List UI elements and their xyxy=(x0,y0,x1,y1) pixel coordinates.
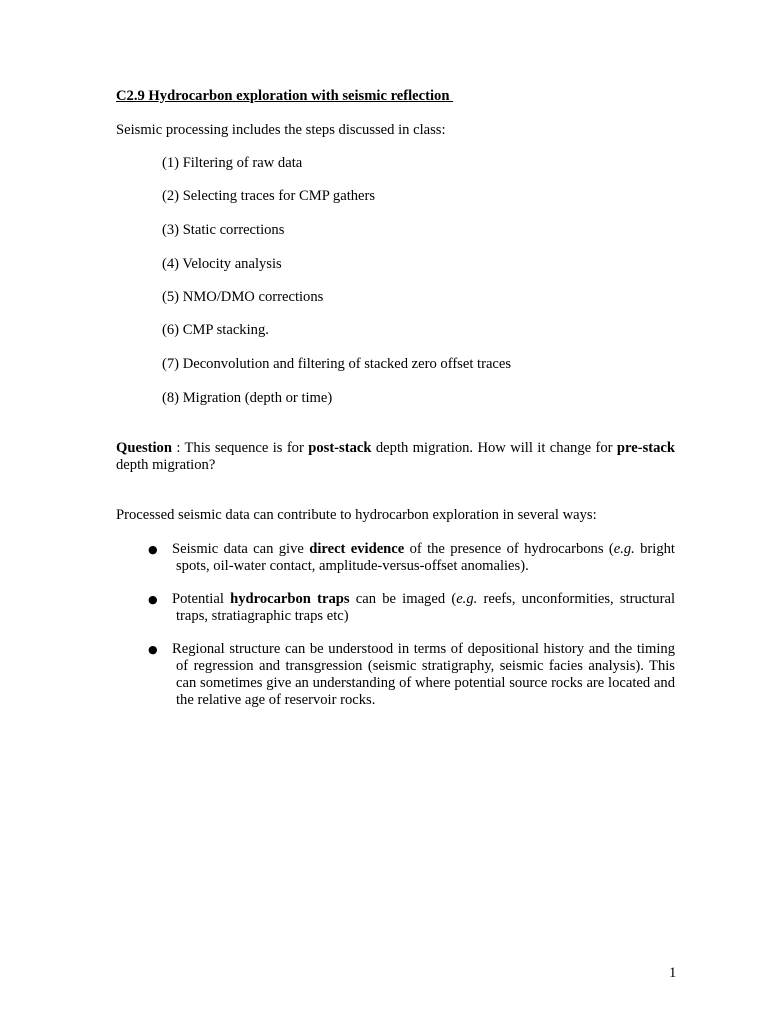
step-text: Deconvolution and filtering of stacked zero offset traces xyxy=(182,356,512,372)
step-number: (8) xyxy=(162,390,180,406)
step-number: (1) xyxy=(162,155,180,171)
question-bold-post-stack: post-stack xyxy=(308,440,372,456)
question-label: Question xyxy=(116,440,172,456)
question-bold-pre-stack: pre-stack xyxy=(616,440,676,456)
list-item-step-8 xyxy=(162,390,332,407)
bullet-bold-text: direct evidence xyxy=(309,541,405,557)
bullet-text: bright spots, oil-water contact, amplitude-versus-offset anomalies). xyxy=(176,541,675,574)
question-text-2: depth migration. How will it change for xyxy=(371,440,617,456)
step-text: Selecting traces for CMP gathers xyxy=(182,188,376,204)
step-number: (4) xyxy=(162,256,180,272)
list-item-step-1 xyxy=(162,155,302,172)
list-item-step-2 xyxy=(162,188,375,205)
question-text-1: : This sequence is for xyxy=(171,440,309,456)
bullet-dot-icon: ● xyxy=(148,593,158,606)
bullet-italic-text: e.g. xyxy=(613,541,635,557)
bullet-dot-icon: ● xyxy=(148,543,158,556)
bullet-item-direct-evidence xyxy=(148,541,675,575)
step-text: CMP stacking. xyxy=(182,322,269,338)
bullet-text: can be imaged ( xyxy=(349,591,457,607)
list-item-step-7 xyxy=(162,356,511,373)
list-item-step-4 xyxy=(162,256,282,273)
step-text: NMO/DMO corrections xyxy=(182,289,324,305)
step-text: Static corrections xyxy=(182,222,285,238)
page-number: 1 xyxy=(669,965,677,981)
processed-intro-paragraph: Processed seismic data can contribute to hydrocarbon exploration in several ways: xyxy=(116,507,597,523)
list-item-step-5 xyxy=(162,289,323,306)
list-item-step-6 xyxy=(162,322,269,339)
step-text: Velocity analysis xyxy=(182,256,282,272)
list-item-step-3 xyxy=(162,222,284,239)
bullet-dot-icon: ● xyxy=(148,643,158,656)
question-text-3: depth migration? xyxy=(116,457,216,473)
question-paragraph xyxy=(116,440,675,474)
bullet-item-hydrocarbon-traps xyxy=(148,591,675,625)
step-number: (3) xyxy=(162,222,180,238)
bullet-text: Potential xyxy=(172,591,231,607)
step-text: Migration (depth or time) xyxy=(182,390,333,406)
step-number: (2) xyxy=(162,188,180,204)
section-title: C2.9 Hydrocarbon exploration with seismic reflection xyxy=(116,88,454,104)
bullet-text: Regional structure can be understood in terms of depositional history and the timing of regression and transgression (seismic stratigraphy, seismic facies analysis). This can sometimes give an understanding of where potential source rocks are located and the relative age of reservoir rocks. xyxy=(172,641,675,708)
step-text: Filtering of raw data xyxy=(182,155,303,171)
bullet-text: of the presence of hydrocarbons ( xyxy=(404,541,614,557)
bullet-bold-text: hydrocarbon traps xyxy=(230,591,350,607)
bullet-text: Seismic data can give xyxy=(172,541,310,557)
intro-paragraph: Seismic processing includes the steps discussed in class: xyxy=(116,122,446,138)
step-number: (7) xyxy=(162,356,180,372)
bullet-text: reefs, unconformities, structural traps, stratiagraphic traps etc) xyxy=(176,591,675,624)
step-number: (6) xyxy=(162,322,180,338)
bullet-italic-text: e.g. xyxy=(456,591,478,607)
step-number: (5) xyxy=(162,289,180,305)
bullet-item-regional-structure xyxy=(148,641,675,709)
